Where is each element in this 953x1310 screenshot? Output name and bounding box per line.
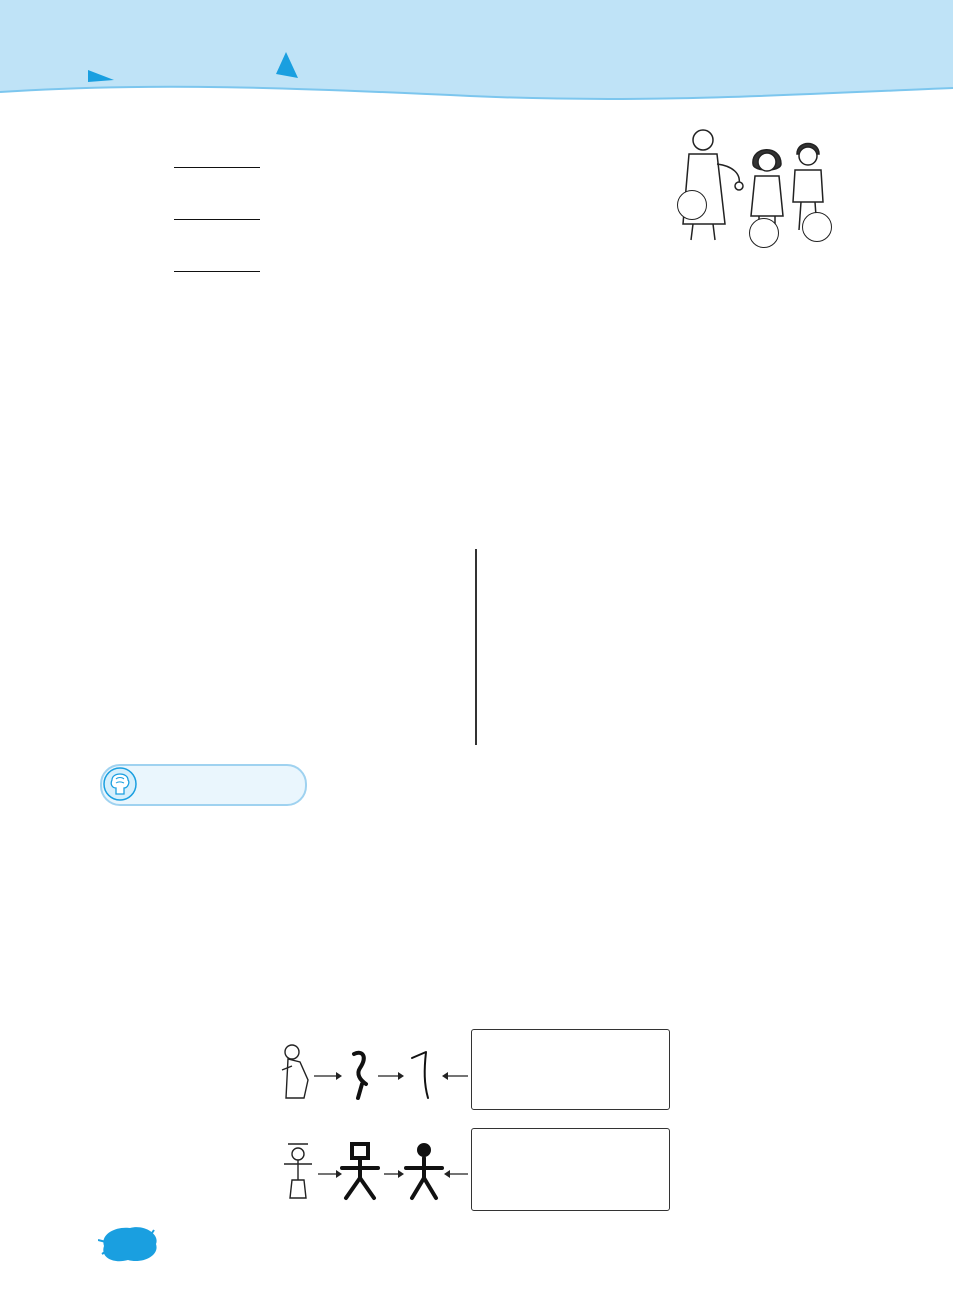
header-band	[0, 0, 953, 100]
label-1-circle	[677, 190, 707, 220]
oracle-tian-icon	[342, 1144, 378, 1198]
answer-blank-2[interactable]	[174, 218, 260, 220]
brain-head-icon	[102, 766, 140, 802]
character-evolution-1	[278, 1040, 468, 1104]
answer-blank-1[interactable]	[174, 166, 260, 168]
header-wave	[0, 0, 953, 100]
bowing-person-icon	[282, 1045, 308, 1098]
left-arrow-icon	[88, 62, 118, 84]
label-2-circle	[749, 218, 779, 248]
poem-divider	[475, 549, 477, 745]
right-arrow-icon	[268, 52, 300, 82]
label-3-circle	[802, 212, 832, 242]
riddle-box-2	[471, 1128, 670, 1211]
standing-person-icon	[284, 1144, 312, 1198]
bronze-tian-icon	[406, 1145, 442, 1198]
page-number-splash	[98, 1222, 162, 1266]
character-evolution-2	[278, 1138, 468, 1204]
answer-blank-3[interactable]	[174, 270, 260, 272]
doctor-figure	[683, 130, 743, 240]
riddle-box-1	[471, 1029, 670, 1110]
